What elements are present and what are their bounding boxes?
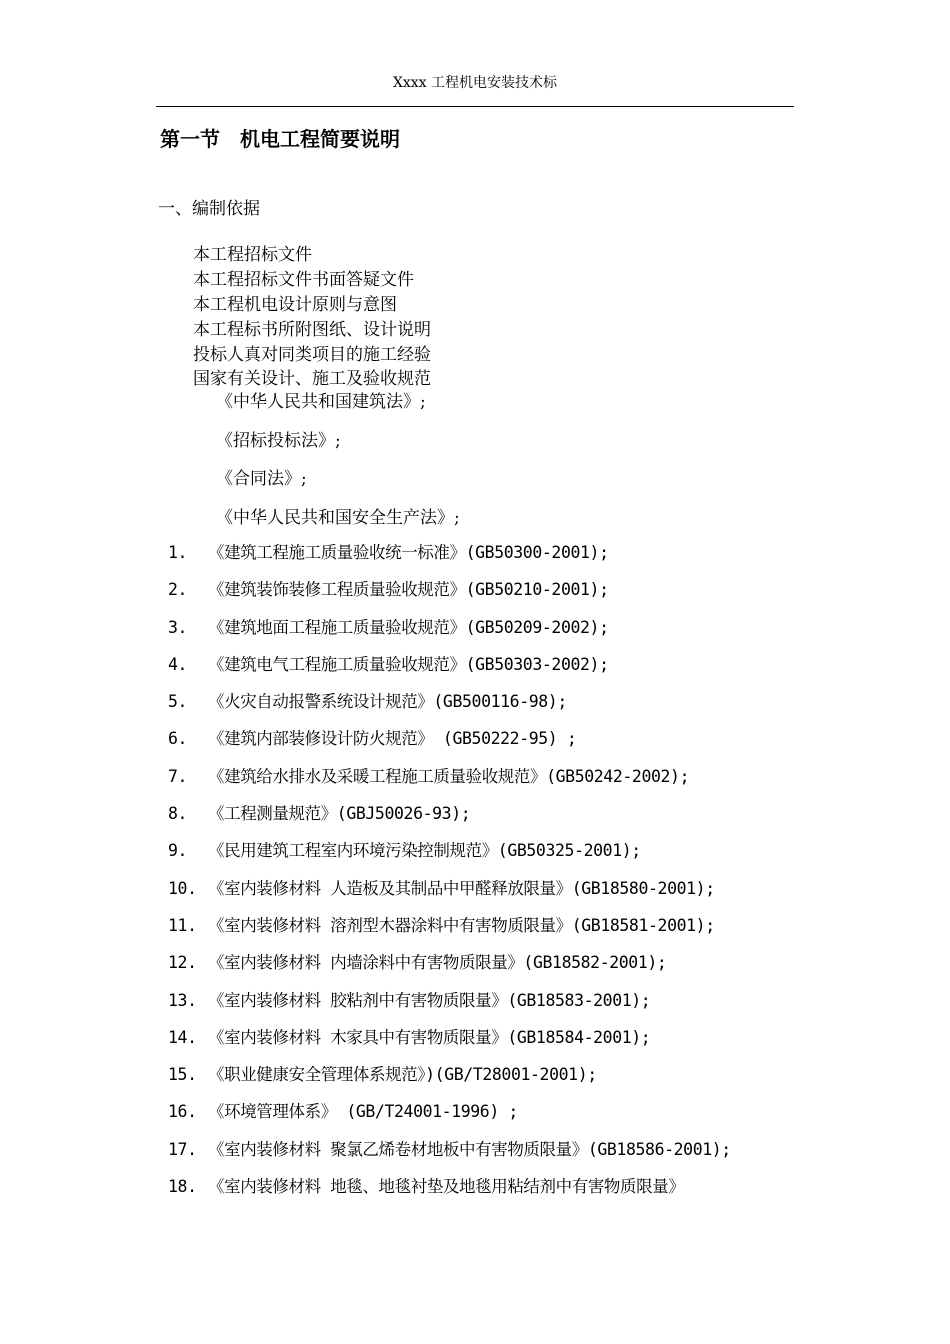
standard-text: 《室内装修材料 人造板及其制品中甲醛释放限量》(GB18580-2001); [208,878,715,898]
standard-number: 18. [168,1177,197,1197]
standard-text: 《建筑装饰装修工程质量验收规范》(GB50210-2001); [208,580,609,600]
standard-item [168,728,731,765]
subsection-heading: 一、编制依据 [158,199,260,219]
basis-item: 本工程机电设计原则与意图 [193,294,397,315]
standard-text: 《火灾自动报警系统设计规范》(GB500116-98); [208,692,567,712]
standard-number: 17. [168,1139,197,1159]
standard-text: 《室内装修材料 木家具中有害物质限量》(GB18584-2001); [208,1027,651,1047]
law-item: 《中华人民共和国安全生产法》; [216,507,460,528]
standard-text: 《室内装修材料 聚氯乙烯卷材地板中有害物质限量》(GB18586-2001); [208,1139,731,1159]
standard-text: 《室内装修材料 地毯、地毯衬垫及地毯用粘结剂中有害物质限量》 [208,1177,685,1197]
basis-list [193,243,431,392]
standard-number: 5. [168,692,188,712]
standard-number: 13. [168,990,197,1010]
standard-item [168,617,731,654]
standard-text: 《建筑内部装修设计防火规范》 (GB50222-95) ; [208,729,577,749]
standard-number: 14. [168,1027,197,1047]
standard-number: 11. [168,915,197,935]
standard-item [168,1139,731,1176]
standard-item [168,579,731,616]
standard-text: 《工程测量规范》(GBJ50026-93); [208,804,471,824]
standard-number: 7. [168,766,188,786]
standard-item [168,878,731,915]
standard-item [168,1101,731,1138]
standard-text: 《建筑电气工程施工质量验收规范》(GB50303-2002); [208,654,609,674]
standard-number: 1. [168,543,188,562]
standard-item [168,840,731,877]
basis-item: 本工程招标文件书面答疑文件 [193,269,414,290]
standard-text: 《建筑地面工程施工质量验收规范》(GB50209-2002); [208,617,609,637]
standard-number: 12. [168,953,197,973]
standard-text: 《建筑工程施工质量验收统一标准》(GB50300-2001); [208,543,609,562]
page-header-title: Xxxx 工程机电安装技术标 [392,75,558,91]
standard-item [168,542,731,579]
standard-item [168,952,731,989]
standard-item [168,1176,731,1213]
law-item: 《招标投标法》; [216,430,341,451]
standard-item [168,691,731,728]
standard-number: 2. [168,580,188,600]
standard-text: 《环境管理体系》 (GB/T24001-1996) ; [208,1102,518,1122]
header-divider [156,106,794,107]
standard-text: 《室内装修材料 内墙涂料中有害物质限量》(GB18582-2001); [208,953,667,973]
standard-text: 《职业健康安全管理体系规范》)(GB/T28001-2001); [208,1065,597,1085]
standard-number: 6. [168,729,188,749]
standard-text: 《室内装修材料 胶粘剂中有害物质限量》(GB18583-2001); [208,990,651,1010]
standard-text: 《室内装修材料 溶剂型木器涂料中有害物质限量》(GB18581-2001); [208,915,715,935]
law-list [216,392,460,546]
section-title: 第一节 机电工程简要说明 [160,127,400,151]
basis-item: 本工程标书所附图纸、设计说明 [193,319,431,340]
basis-item: 本工程招标文件 [193,245,312,265]
standard-item [168,766,731,803]
standard-number: 9. [168,841,188,861]
standard-item [168,990,731,1027]
standard-item [168,1027,731,1064]
standard-number: 3. [168,617,188,637]
standard-number: 15. [168,1065,197,1085]
law-item: 《合同法》; [216,469,307,489]
standard-number: 16. [168,1102,197,1122]
basis-item: 国家有关设计、施工及验收规范 [193,369,431,390]
standard-number: 4. [168,654,188,674]
basis-item: 投标人真对同类项目的施工经验 [193,344,431,365]
standards-list [168,542,731,1213]
standard-item [168,654,731,691]
standard-number: 10. [168,878,197,898]
standard-item [168,915,731,952]
standard-text: 《民用建筑工程室内环境污染控制规范》(GB50325-2001); [208,841,641,861]
standard-item [168,803,731,840]
standard-number: 8. [168,804,188,824]
standard-item [168,1064,731,1101]
standard-text: 《建筑给水排水及采暖工程施工质量验收规范》(GB50242-2002); [208,766,690,786]
law-item: 《中华人民共和国建筑法》; [216,392,426,412]
